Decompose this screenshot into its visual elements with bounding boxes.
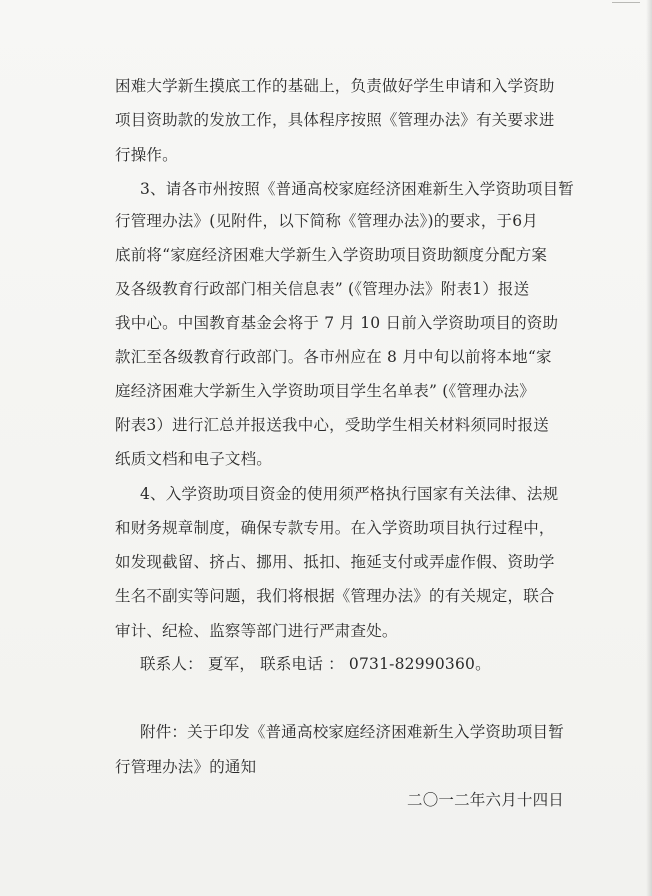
contact-line: 联系人： 夏军， 联系电话 ： 0731-82990360。 xyxy=(140,655,491,673)
body-line-13: 4、入学资助项目资金的使用须严格执行国家有关法律、法规 xyxy=(140,485,559,503)
body-line-16: 生名不副实等问题，我们将根据《管理办法》的有关规定，联合 xyxy=(115,587,555,605)
body-line-8: 我中心。中国教育基金会将于 7 月 10 日前入学资助项目的资助 xyxy=(115,314,559,332)
attachment-line-1: 附件：关于印发《普通高校家庭经济困难新生入学资助项目暂 xyxy=(140,723,564,741)
scan-edge-shadow xyxy=(646,0,652,896)
body-line-2: 项目资助款的发放工作，具体程序按照《管理办法》有关要求进 xyxy=(115,111,555,129)
document-date: 二〇一二年六月十四日 xyxy=(407,791,565,809)
body-line-6: 底前将“家庭经济困难大学新生入学资助项目资助额度分配方案 xyxy=(115,246,548,264)
body-line-12: 纸质文档和电子文档。 xyxy=(115,450,273,468)
body-line-3: 行操作。 xyxy=(115,146,178,164)
body-line-15: 如发现截留、挤占、挪用、抵扣、拖延支付或弄虚作假、资助学 xyxy=(115,553,555,571)
body-line-14: 和财务规章制度，确保专款专用。在入学资助项目执行过程中， xyxy=(115,519,555,537)
body-line-4: 3、请各市州按照《普通高校家庭经济困难新生入学资助项目暂 xyxy=(140,180,574,198)
body-line-10: 庭经济困难大学新生入学资助项目学生名单表” (《管理办法》 xyxy=(115,382,535,400)
body-line-17: 审计、纪检、监察等部门进行严肃查处。 xyxy=(115,622,398,640)
attachment-line-2: 行管理办法》的通知 xyxy=(115,758,257,776)
scan-top-mark xyxy=(612,2,640,13)
body-line-1: 困难大学新生摸底工作的基础上，负责做好学生申请和入学资助 xyxy=(115,77,555,95)
body-line-9: 款汇至各级教育行政部门。各市州应在 8 月中旬以前将本地“家 xyxy=(115,348,552,366)
body-line-5: 行管理办法》(见附件，以下简称《管理办法》)的要求，于6月 xyxy=(115,212,539,230)
body-line-11: 附表3）进行汇总并报送我中心，受助学生相关材料须同时报送 xyxy=(115,416,549,434)
body-line-7: 及各级教育行政部门相关信息表” (《管理办法》附表1）报送 xyxy=(115,280,530,298)
